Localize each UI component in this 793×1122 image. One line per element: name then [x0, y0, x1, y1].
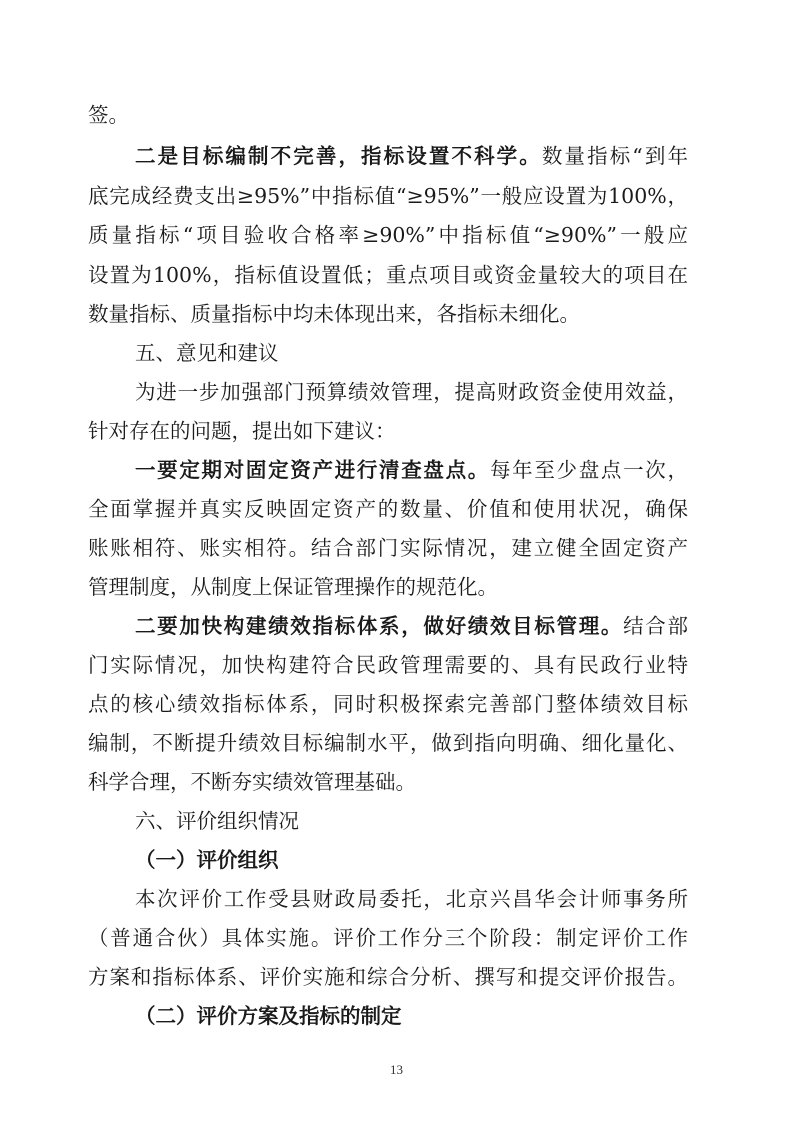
section-heading — [135, 808, 299, 834]
text-line — [88, 418, 396, 444]
text-segment: 质量指标“项目验收合格率≥90%”中指标值“≥90%”一般应 — [88, 223, 688, 247]
text-segment: 点的核心绩效指标体系，同时积极探索完善部门整体绩效目标 — [88, 692, 688, 716]
text-segment: 本次评价工作受县财政局委托，北京兴昌华会计师事务所 — [135, 887, 688, 911]
text-line — [88, 730, 688, 756]
page-number: 13 — [390, 1062, 403, 1077]
text-segment: 每年至少盘点一次， — [490, 458, 688, 482]
text-segment: 结合部 — [623, 614, 688, 638]
subsection-heading — [135, 1003, 402, 1029]
text-line — [88, 652, 688, 678]
text-segment: （一）评价组织 — [135, 848, 279, 872]
text-segment: 账账相符、账实相符。结合部门实际情况，建立健全固定资产 — [88, 536, 688, 560]
text-line — [88, 925, 688, 951]
text-line — [88, 574, 498, 600]
text-segment: （普通合伙）具体实施。评价工作分三个阶段：制定评价工作 — [88, 926, 688, 950]
text-segment: 六、评价组织情况 — [135, 809, 299, 833]
text-segment: 为进一步加强部门预算绩效管理，提高财政资金使用效益， — [135, 380, 688, 404]
text-line — [88, 222, 688, 248]
bold-lead: 二要加快构建绩效指标体系，做好绩效目标管理。 — [135, 614, 624, 638]
text-segment: 设置为100%，指标值设置低；重点项目或资金量较大的项目在 — [88, 263, 688, 287]
text-line — [135, 143, 688, 169]
text-line — [88, 102, 129, 128]
text-line — [88, 183, 688, 209]
text-line — [88, 964, 688, 990]
text-segment: （二）评价方案及指标的制定 — [135, 1004, 402, 1028]
text-segment: 全面掌握并真实反映固定资产的数量、价值和使用状况，确保 — [88, 497, 688, 521]
text-segment: 门实际情况，加快构建符合民政管理需要的、具有民政行业特 — [88, 653, 688, 677]
text-line — [135, 886, 688, 912]
text-segment: 管理制度，从制度上保证管理操作的规范化。 — [88, 575, 498, 599]
text-line — [88, 535, 688, 561]
section-heading — [135, 340, 279, 366]
text-line — [135, 613, 688, 639]
text-line — [88, 301, 580, 327]
text-line — [88, 769, 416, 795]
text-segment: 五、意见和建议 — [135, 341, 279, 365]
text-segment: 编制，不断提升绩效目标编制水平，做到指向明确、细化量化、 — [88, 731, 688, 755]
text-segment: 数量指标、质量指标中均未体现出来，各指标未细化。 — [88, 302, 580, 326]
text-segment: 针对存在的问题，提出如下建议： — [88, 419, 396, 443]
text-line — [135, 457, 688, 483]
bold-lead: 一要定期对固定资产进行清查盘点。 — [135, 458, 490, 482]
bold-lead: 二是目标编制不完善，指标设置不科学。 — [135, 144, 542, 168]
text-line — [88, 691, 688, 717]
text-line — [135, 379, 688, 405]
text-line — [88, 496, 688, 522]
text-segment: 底完成经费支出≥95%”中指标值“≥95%”一般应设置为100%， — [88, 184, 688, 208]
text-line — [88, 262, 688, 288]
text-segment: 科学合理，不断夯实绩效管理基础。 — [88, 770, 416, 794]
text-segment: 签。 — [88, 103, 129, 127]
text-segment: 数量指标“到年 — [541, 144, 688, 168]
subsection-heading — [135, 847, 279, 873]
text-segment: 方案和指标体系、评价实施和综合分析、撰写和提交评价报告。 — [88, 965, 688, 989]
